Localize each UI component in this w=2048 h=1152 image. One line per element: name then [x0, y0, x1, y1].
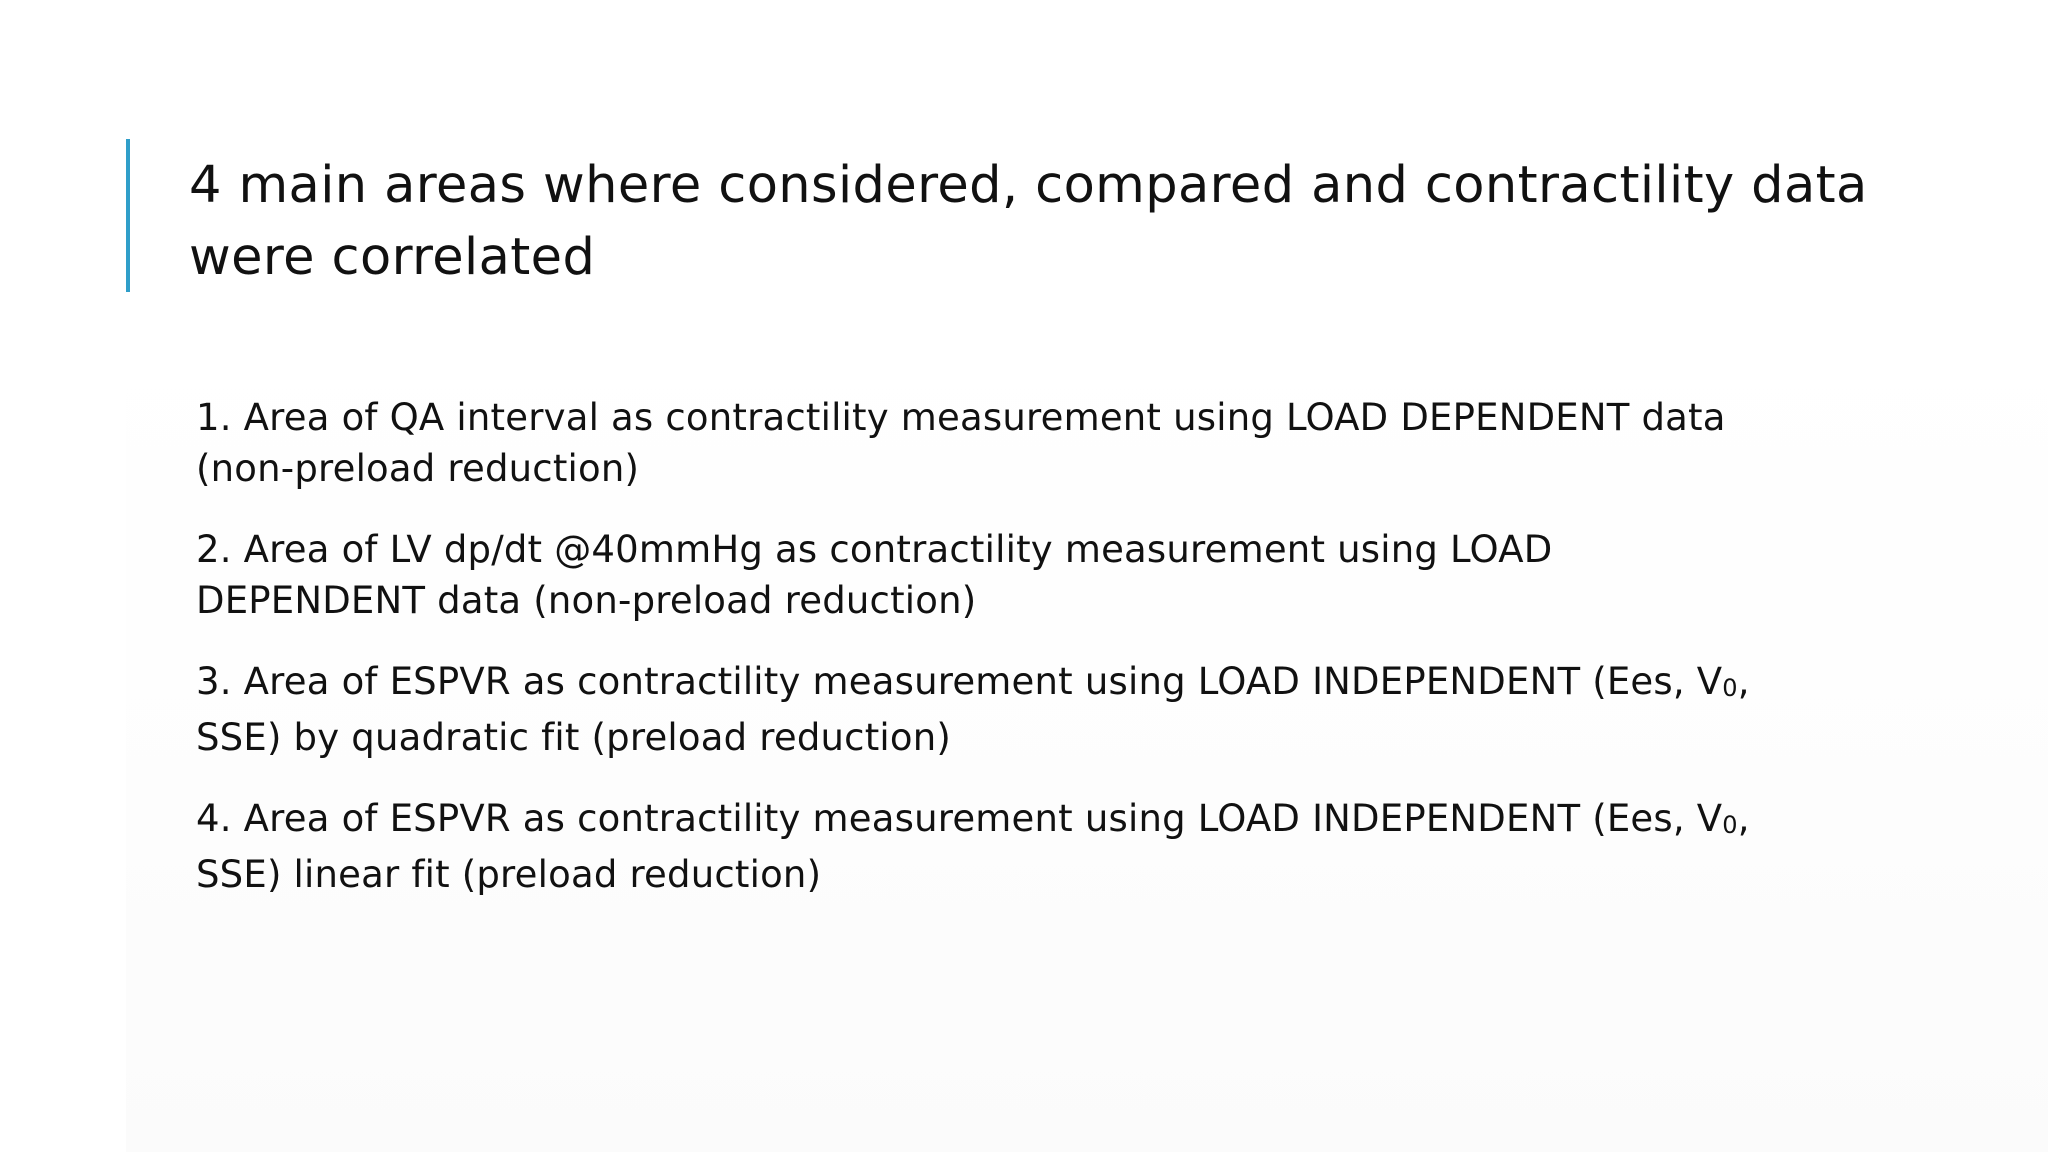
- list-item-espvr-linear: [196, 793, 1756, 900]
- list-item-text-start: 4. Area of ESPVR as contractility measurement using LOAD INDEPENDENT (Ees, V: [196, 797, 1723, 840]
- list-item-text: 1. Area of QA interval as contractility measurement using LOAD DEPENDENT data (non-preload reduction): [196, 396, 1726, 490]
- list-item-lv-dpdt: [196, 524, 1756, 626]
- title-accent-bar: [126, 139, 130, 292]
- list-item-text-start: 3. Area of ESPVR as contractility measurement using LOAD INDEPENDENT (Ees, V: [196, 660, 1723, 703]
- list-item-text-end: , SSE) by quadratic fit (preload reduction): [196, 660, 1750, 759]
- list-item-espvr-quadratic: [196, 656, 1756, 763]
- contractility-areas-list: [196, 392, 1756, 930]
- v0-subscript: 0: [1722, 811, 1738, 839]
- list-item-text-end: , SSE) linear fit (preload reduction): [196, 797, 1750, 896]
- list-item-text: 2. Area of LV dp/dt @40mmHg as contractility measurement using LOAD DEPENDENT data (non-preload reduction): [196, 528, 1553, 622]
- slide-title: 4 main areas where considered, compared and contractility data were correlated: [189, 156, 1868, 287]
- v0-subscript: 0: [1722, 674, 1738, 702]
- list-item-qa-interval: [196, 392, 1756, 494]
